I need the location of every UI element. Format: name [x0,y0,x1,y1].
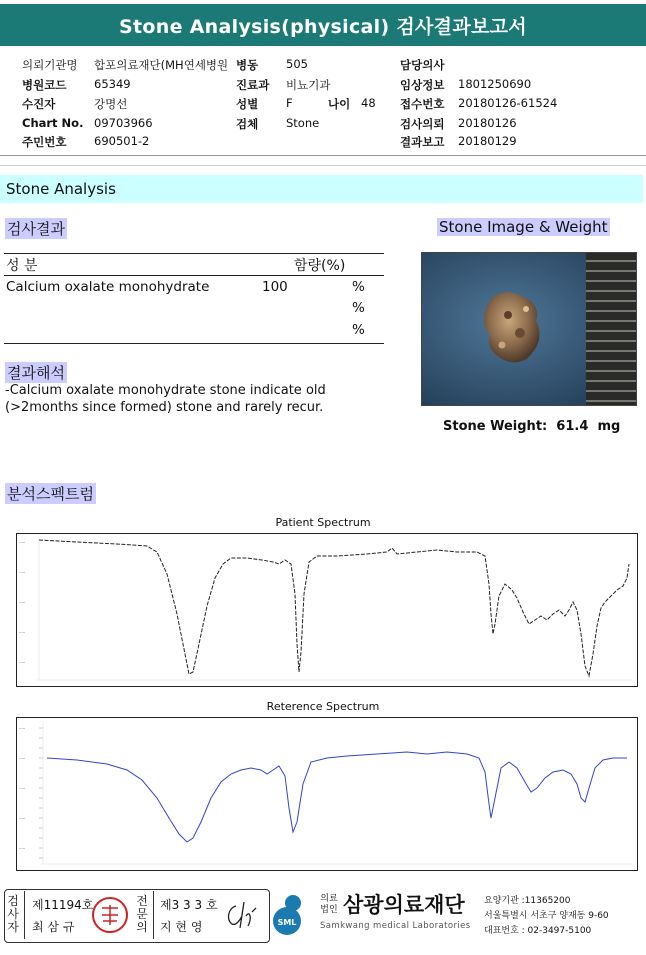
stone-image-heading: Stone Image & Weight [439,218,608,236]
row2-unit: % [352,300,365,316]
org-type: 의료법인 [320,894,338,915]
specialist-signature-icon [222,898,262,936]
institution-label: 의뢰기관명 [22,58,78,72]
sex-value: F [286,96,293,110]
spectrum-heading: 분석스펙트럼 [7,485,94,503]
header-divider [0,155,646,156]
chart-no-value: 09703966 [94,116,153,130]
report-date-value: 20180129 [458,134,517,148]
results-heading: 검사결과 [7,220,65,238]
specimen-label: 검체 [236,117,259,131]
request-date-value: 20180126 [458,116,517,130]
stone-weight [443,419,620,434]
patient-value: 강명선 [94,97,128,111]
org-sub: Samkwang medical Laboratories [320,921,471,931]
section-stone-analysis: Stone Analysis [0,175,643,203]
clinical-info-value: 1801250690 [458,77,532,91]
hospital-code-label: 병원코드 [22,78,67,92]
receipt-no-label: 접수번호 [400,97,445,111]
org-code: 요양기관 :11365200 [484,896,571,906]
examiner-divider [24,891,25,939]
svg-text:·····: ····· [19,786,26,791]
row1-unit: % [352,279,365,295]
row1-component: Calcium oxalate monohydrate [6,279,210,295]
table-top-rule [4,253,384,254]
patient-spectrum-chart [16,533,638,687]
sml-logo-icon [271,893,313,937]
specialist-name: 지 현 영 [160,920,203,934]
col-component-header: 성 분 [6,258,38,274]
svg-text:·····: ····· [19,600,26,605]
weight-label: Stone Weight: [443,419,548,434]
age-value: 48 [361,96,376,110]
svg-text:·····: ····· [19,540,26,545]
reference-spectrum-chart [16,717,638,871]
examiner-license: 제11194호 [32,898,94,912]
table-bottom-rule [4,343,384,344]
row3-unit: % [352,322,365,338]
org-address: 서울특별시 서초구 양재동 9-60 [484,911,609,921]
patient-label: 수진자 [22,97,56,111]
sex-label: 성별 [236,97,259,111]
resident-no-value: 690501-2 [94,134,150,148]
request-date-label: 검사의뢰 [400,117,445,131]
hospital-code-value: 65349 [94,77,131,91]
stone-photo [421,252,637,406]
resident-no-label: 주민번호 [22,135,67,149]
header-divider-2 [0,165,646,166]
receipt-no-value: 20180126-61524 [458,96,558,110]
svg-text:·····: ····· [19,816,26,821]
report-date-label: 결과보고 [400,135,445,149]
patient-spectrum-title: Patient Spectrum [275,516,371,529]
weight-unit: mg [597,419,621,434]
examiner-seal-icon [92,897,128,933]
specialist-license: 제3 3 3 호 [160,898,218,912]
examiner-label: 검 사 자 [7,894,19,934]
ward-label: 병동 [236,58,259,72]
col-content-header: 함량(%) [294,258,346,274]
svg-text:·····: ····· [19,570,26,575]
sml-logo-text: SML [277,918,297,927]
svg-text:·····: ····· [19,726,26,731]
age-label: 나이 [328,97,351,111]
examiner-name: 최 삼 규 [32,920,75,934]
interpretation-heading: 결과해석 [7,364,65,382]
ward-value: 505 [286,57,308,71]
department-label: 진료과 [236,78,270,92]
org-name: 삼광의료재단 [343,893,465,917]
svg-text:·····: ····· [19,756,26,761]
specimen-value: Stone [286,116,320,130]
department-value: 비뇨기과 [286,78,331,92]
weight-value: 61.4 [556,419,589,434]
svg-text:·····: ····· [19,630,26,635]
chart-no-label: Chart No. [22,116,84,130]
svg-text:·····: ····· [19,660,26,665]
report-title: Stone Analysis(physical) 검사결과보고서 [0,4,646,46]
row1-value: 100 [262,279,288,295]
table-header-rule [4,275,384,276]
specialist-divider [153,891,154,939]
clinical-info-label: 임상정보 [400,78,445,92]
interpretation-line-1: -Calcium oxalate monohydrate stone indicate old [5,383,326,398]
interpretation-line-2: (>2months since formed) stone and rarely recur. [5,400,324,415]
reference-spectrum-title: Reterence Spectrum [266,700,380,713]
institution-value: 합포의료재단(MH연세병원 [94,58,229,72]
specialist-label: 전 문 의 [136,894,148,934]
doctor-label: 담당의사 [400,58,445,72]
org-phone: 대표번호 : 02-3497-5100 [484,926,592,936]
svg-text:·····: ····· [19,846,26,851]
